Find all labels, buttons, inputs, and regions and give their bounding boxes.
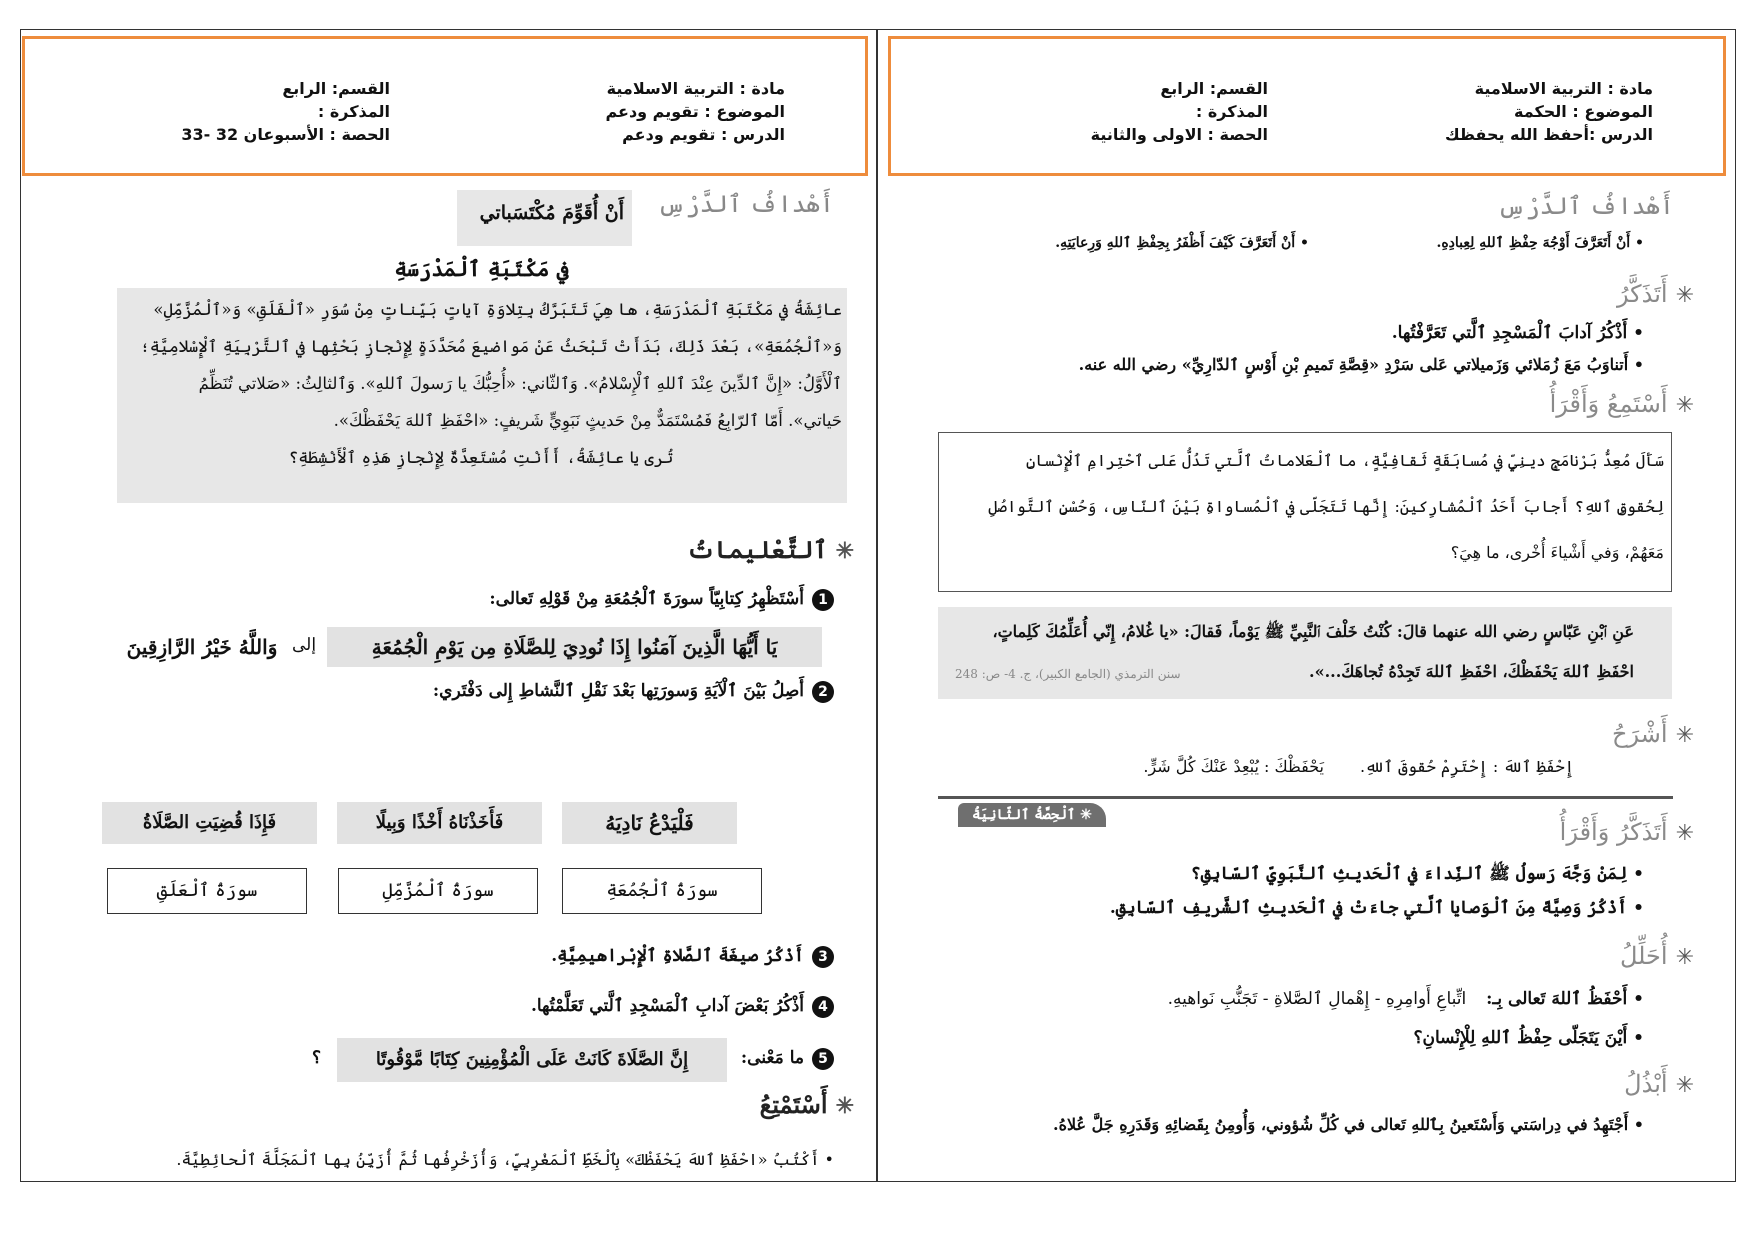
explain-title-text: أَشْرَحُ bbox=[1612, 720, 1668, 748]
bullet-icon: • bbox=[1295, 235, 1309, 251]
effort-title-text: أَبْذُلُ bbox=[1624, 1070, 1668, 1098]
remember-read-item bbox=[1110, 897, 1644, 918]
right-header-grade-col bbox=[1091, 77, 1268, 146]
q1-verse-end: وَاللَّهُ خَيْرُ الرَّازِقِينَ bbox=[126, 635, 278, 659]
page-divider bbox=[876, 29, 878, 1182]
listen-read-title bbox=[1550, 390, 1694, 418]
left-objectives-title: أَهْدافُ ٱلدَّرْسِ bbox=[657, 190, 834, 218]
star-icon: ✳ bbox=[1075, 807, 1092, 823]
q1-text: أَسْتَظْهِرُ كِتابِيّاً سورَةَ ٱلْجُمُعَةِ مِنْ قَوْلِهِ تَعالى: bbox=[489, 589, 804, 609]
story-line: وَ«ٱلْجُمُعَةِ»، بَعْدَ ذَلِكَ، بَدَأَتْ تَبْحَثُ عَنْ مَواضيعَ مُحَدَّدَةٍ لِإِنْجازِ بَحْثِها في ٱلتَّرْبِيَةِ ٱلْإِسْلامِيَّةِ؛ bbox=[140, 337, 842, 356]
remember-title-text: أَتَذَكَّرُ bbox=[1616, 280, 1668, 308]
sura-box: سورَةُ ٱلْمُزَّمِّلِ bbox=[338, 868, 538, 914]
passage-line: لِحُقوقِ ٱللهِ؟ أَجابَ أَحَدُ ٱلْمُشارِكينَ: إِنَّها تَتَجَلّى في ٱلْمُساواةِ بَيْنَ ٱلنّاسِ، وَحُسْنِ ٱلتَّواصُلِ bbox=[988, 497, 1664, 516]
star-icon: ✳ bbox=[1675, 723, 1694, 748]
left-objective: أَنْ أُقَوِّمَ مُكْتَسَباتي bbox=[479, 202, 624, 224]
q5-mark: ؟ bbox=[312, 1048, 322, 1068]
right-header-subject-col bbox=[1445, 77, 1653, 146]
bullet-icon: • bbox=[1627, 989, 1644, 1009]
story-line: عائِشَةُ في مَكْتَبَةِ ٱلْمَدْرَسَةِ، ها هِيَ تَتَبَرَّكُ بِتِلاوَةِ آياتٍ بَيِّناتٍ مِنْ سُوَرِ «ٱلْفَلَقِ» وَ«ٱلْمُزَّمِّلِ» bbox=[153, 300, 842, 319]
bullet-icon: • bbox=[819, 1150, 834, 1169]
remember-read-item bbox=[1191, 863, 1644, 888]
question-1 bbox=[489, 588, 834, 611]
session-2-badge-text: ٱلْحِصَّةُ ٱلثّانِيَةُ bbox=[972, 807, 1076, 823]
bullet-icon: • bbox=[1627, 1028, 1644, 1048]
explain-item: إِحْفَظِ ٱللهَ : إِحْتَرِمْ حُقوقَ ٱللهِ. bbox=[1359, 757, 1574, 776]
explain-title bbox=[1612, 720, 1694, 748]
sura-box: سورَةُ ٱلْجُمُعَةِ bbox=[562, 868, 762, 914]
objective-1 bbox=[1436, 235, 1644, 251]
right-grade: القسم: الرابع bbox=[1160, 79, 1268, 98]
left-grade: القسم: الرابع bbox=[282, 79, 390, 98]
analyze-title bbox=[1620, 942, 1694, 970]
number-4-icon: 4 bbox=[812, 996, 834, 1018]
instructions-title bbox=[687, 535, 854, 564]
listen-title bbox=[760, 1090, 854, 1119]
hadith-line-1: عَنِ ٱبْنِ عَبّاسٍ رضي الله عنهما قالَ: كُنْتُ خَلْفَ ٱلنَّبِيِّ ﷺ يَوْماً، فَقالَ: «يا غُلامُ، إِنّي أُعَلِّمُكَ كَلِماتٍ، bbox=[992, 622, 1634, 641]
analyze-item bbox=[1413, 1027, 1644, 1048]
number-5-icon: 5 bbox=[812, 1048, 834, 1070]
remember-1-text: أَذْكُرُ آدابَ ٱلْمَسْجِدِ ٱلَّتي تَعَرَّفْتُها. bbox=[1391, 323, 1628, 343]
star-icon: ✳ bbox=[835, 1093, 854, 1119]
number-1-icon: 1 bbox=[812, 589, 834, 611]
effort-1-text: أَجْتَهِدُ في دِراسَتي وَأَسْتَعينُ بِٱللهِ تَعالى في كُلِّ شُؤوني، وَأُومِنُ بِقَضائِهِ وَقَدَرِهِ جَلَّ عُلاهُ. bbox=[1053, 1115, 1629, 1134]
bullet-icon: • bbox=[1630, 235, 1644, 251]
left-header-grade-col bbox=[181, 77, 390, 146]
question-3 bbox=[551, 945, 834, 968]
explain-item: يَحْفَظْكَ : يُبْعِدْ عَنْكَ كُلَّ شَرٍّ. bbox=[1143, 757, 1324, 776]
number-2-icon: 2 bbox=[812, 681, 834, 703]
left-header-subject-col bbox=[605, 77, 785, 146]
star-icon: ✳ bbox=[1675, 283, 1694, 308]
bullet-icon: • bbox=[1628, 1115, 1644, 1134]
star-icon: ✳ bbox=[835, 538, 854, 564]
story-line: حَياتي». أَمّا ٱلرّابِعُ فَمُسْتَمَدٌّ مِنْ حَديثٍ نَبَوِيٍّ شَريفٍ: «احْفَظِ ٱللهَ يَحْفَظْكَ». bbox=[333, 411, 842, 430]
remember-item bbox=[1079, 355, 1644, 374]
an-2-text: أَيْنَ يَتَجَلّى حِفْظُ ٱللهِ لِلْإِنْسانِ؟ bbox=[1413, 1028, 1628, 1048]
star-icon: ✳ bbox=[1675, 393, 1694, 418]
question-4 bbox=[531, 995, 834, 1018]
remember-item bbox=[1392, 322, 1644, 343]
objective-2-text: أَنْ أَتَعَرَّفَ كَيْفَ أَظْفَرُ بِحِفْظِ ٱللهِ وَرِعايَتِهِ. bbox=[1055, 235, 1296, 251]
left-subject: مادة : التربية الاسلامية bbox=[606, 79, 785, 98]
rr-2-text: أَذْكُرُ وَصِيَّةً مِنَ ٱلْوَصايا ٱلَّتي جاءَتْ في ٱلْحَديثِ ٱلشَّريفِ ٱلسّابِقِ. bbox=[1109, 898, 1628, 918]
q1-verse-start: يَا أَيُّهَا الَّذِينَ آمَنُوا إِذَا نُودِيَ لِلصَّلَاةِ مِن يَوْمِ الْجُمُعَةِ bbox=[327, 627, 822, 667]
remember-title bbox=[1617, 280, 1694, 308]
question-5 bbox=[741, 1048, 834, 1070]
analyze-title-text: أُحَلِّلُ bbox=[1619, 942, 1668, 970]
q3-text: أَذْكُرُ صيغَةَ ٱلصَّلاةِ ٱلْإِبْراهيمِيَّةِ. bbox=[551, 946, 804, 966]
an-1-options: اتِّباعِ أَوامِرِهِ - إِهْمالِ ٱلصَّلاةِ - تَجَنُّبِ نَواهيهِ. bbox=[1167, 989, 1467, 1009]
star-icon: ✳ bbox=[1675, 945, 1694, 970]
hadith-source: سنن الترمذي (الجامع الكبير)، ج. 4- ص: 248 bbox=[955, 667, 1181, 681]
remember-read-title bbox=[1560, 818, 1694, 846]
story-line: تُرى يا عائِشَةُ، أَأَنْتِ مُسْتَعِدَّةٌ لِإِنْجازِ هَذِهِ ٱلْأَنْشِطَةِ؟ bbox=[288, 448, 674, 467]
verse-card: فَأَخَذْنَاهُ أَخْذًا وَبِيلًا bbox=[337, 802, 542, 844]
left-memo: المذكرة : bbox=[317, 102, 390, 121]
number-3-icon: 3 bbox=[812, 946, 834, 968]
q5-label: ما مَعْنى: bbox=[740, 1048, 804, 1068]
listen-item bbox=[176, 1150, 834, 1169]
right-memo: المذكرة : bbox=[1195, 102, 1268, 121]
effort-item bbox=[1053, 1115, 1644, 1134]
story-title: في مَكْتَبَةِ ٱلْمَدْرَسَةِ bbox=[394, 256, 569, 281]
passage-line: سَأَلَ مُعِدُّ بَرْنامَجٍ دينِيٍّ في مُسابَقَةٍ ثَقافِيَّةٍ، ما ٱلْعَلاماتُ ٱلَّتي تَدُلُّ عَلى ٱحْتِرامِ ٱلْإِنْسانِ bbox=[1026, 451, 1664, 470]
passage-line: مَعَهُمْ، وَفي أَشْياءَ أُخْرى، ما هِيَ؟ bbox=[1450, 543, 1664, 562]
right-subject: مادة : التربية الاسلامية bbox=[1474, 79, 1653, 98]
right-topic: الموضوع : الحكمة bbox=[1514, 102, 1653, 121]
analyze-item bbox=[1168, 988, 1644, 1009]
q1-to: إلى bbox=[292, 635, 317, 655]
listen-title-text: أَسْتَمْتِعُ bbox=[759, 1090, 828, 1119]
listen-text: أَكْتُبُ «احْفَظِ ٱللهَ يَحْفَظْكَ» بِٱلْخَطِّ ٱلْمَغْرِبِيِّ، وَأُزَخْرِفُها ثُمَّ أُزَيِّنُ بِها ٱلْمَجَلَّةَ ٱلْحائِطِيَّةَ. bbox=[176, 1150, 820, 1169]
remember-2-text: أَتناوَبُ مَعَ زُمَلائي وَزَميلاتي عَلى سَرْدِ «قِصَّةِ تَميمِ بْنِ أَوْسٍ ٱلدّارِيِّ» رضي الله عنه. bbox=[1078, 355, 1629, 374]
right-objectives-title: أَهْدافُ ٱلدَّرْسِ bbox=[1497, 192, 1674, 220]
question-2 bbox=[433, 680, 834, 703]
star-icon: ✳ bbox=[1675, 821, 1694, 846]
right-lesson: الدرس :أحفظ الله يحفظك bbox=[1444, 125, 1653, 144]
effort-title bbox=[1624, 1070, 1694, 1098]
q2-text: أَصِلُ بَيْنَ ٱلْآيَةِ وَسورَتِها بَعْدَ نَقْلِ ٱلنَّشاطِ إِلى دَفْتَري: bbox=[432, 681, 804, 701]
session-2-badge bbox=[958, 803, 1106, 827]
right-header bbox=[888, 36, 1726, 176]
left-page bbox=[22, 30, 874, 1180]
story-text bbox=[120, 291, 842, 476]
bullet-icon: • bbox=[1628, 355, 1644, 374]
left-header bbox=[22, 36, 868, 176]
star-icon: ✳ bbox=[1675, 1073, 1694, 1098]
rr-1-text: لِمَنْ وَجَّهَ رَسولُ ﷺ ٱلنِّداءَ في ٱلْحَديثِ ٱلنَّبَوِيِّ ٱلسّابِقِ؟ bbox=[1190, 864, 1628, 884]
session-divider bbox=[938, 796, 1673, 799]
bullet-icon: • bbox=[1627, 323, 1644, 343]
instructions-title-text: ٱلتَّعْليماتُ bbox=[686, 535, 828, 564]
left-topic: الموضوع : تقويم ودعم bbox=[605, 102, 785, 121]
left-lesson: الدرس : تقويم ودعم bbox=[622, 125, 785, 144]
hadith-panel bbox=[938, 607, 1672, 699]
an-1-label: أَحْفَظُ ٱللهَ تَعالى بِـ: bbox=[1486, 989, 1628, 1009]
listen-read-title-text: أَسْتَمِعُ وَأَقْرَأُ bbox=[1549, 390, 1668, 418]
remember-read-title-text: أَتَذَكَّرُ وَأَقْرَأُ bbox=[1559, 818, 1668, 846]
objective-2 bbox=[1055, 235, 1309, 251]
right-session: الحصة : الاولى والثانية bbox=[1090, 125, 1268, 144]
q5-verse: إِنَّ الصَّلَاةَ كَانَتْ عَلَى الْمُؤْمِنِينَ كِتَابًا مَّوْقُوتًا bbox=[337, 1038, 727, 1082]
verse-card: فَلْيَدْعُ نَادِيَهُ bbox=[562, 802, 737, 844]
story-line: ٱلْأَوَّلُ: «إِنَّ ٱلدِّينَ عِنْدَ ٱللهِ ٱلْإِسْلامُ». وَٱلثّاني: «أُحِبُّكَ يا رَسولَ ٱللهِ». وَٱلثالِثُ: «صَلاتي تُنَظِّمُ bbox=[198, 374, 842, 393]
bullet-icon: • bbox=[1627, 864, 1644, 884]
bullet-icon: • bbox=[1627, 898, 1644, 918]
objective-1-text: أَنْ أَتَعَرَّفَ أَوْجُهَ حِفْظِ ٱللهِ لِعِبادِهِ. bbox=[1436, 235, 1631, 251]
hadith-line-2: احْفَظِ ٱللهَ يَحْفَظْكَ، احْفَظِ ٱللهَ تَجِدْهُ تُجاهَكَ...». bbox=[1309, 662, 1634, 681]
q4-text: أَذْكُرُ بَعْضَ آدابِ ٱلْمَسْجِدِ ٱلَّتي تَعَلَّمْتُها. bbox=[530, 996, 804, 1016]
right-page bbox=[880, 30, 1734, 1180]
left-session: الحصة : الأسبوعان 32 -33 bbox=[181, 125, 390, 144]
sura-box: سورَةُ ٱلْعَلَقِ bbox=[107, 868, 307, 914]
verse-card: فَإِذَا قُضِيَتِ الصَّلَاةُ bbox=[102, 802, 317, 844]
passage-text bbox=[946, 438, 1664, 576]
